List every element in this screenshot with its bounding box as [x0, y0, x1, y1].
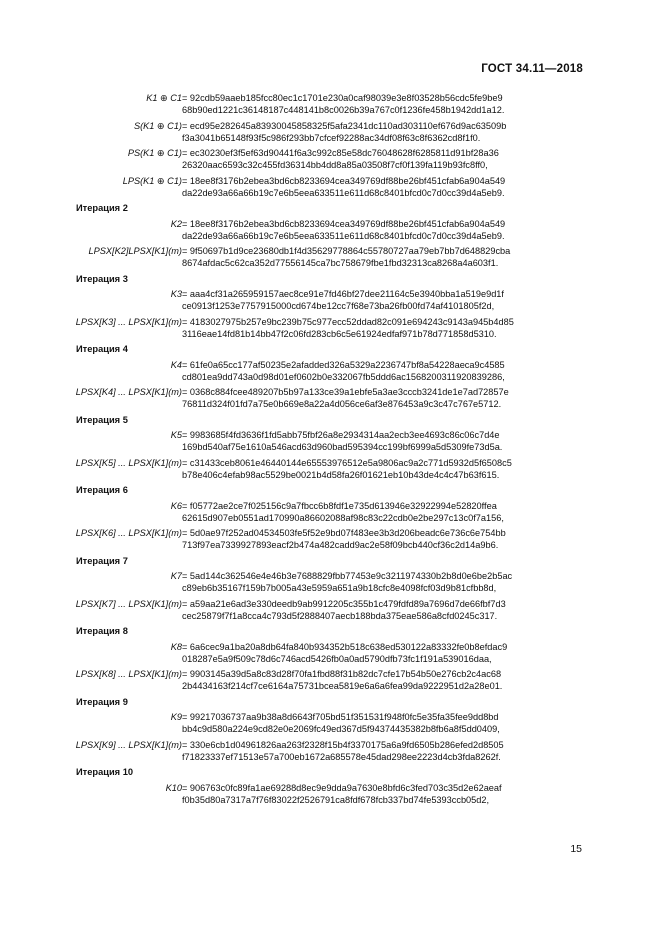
iteration-heading: Итерация 2	[76, 203, 128, 213]
equation-lhs: LPSX[K4] ... LPSX[K1](m)	[75, 387, 182, 397]
equation-lhs: LPS(K1 ⊕ C1)	[122, 175, 182, 186]
equation-lhs: LPSX[K2]LPSX[K1](m)	[88, 246, 182, 256]
hex-line: b78e406c4efab98ac5529be0021b4d58fa26f01621eb10b43de4c4c47b63f615.	[182, 469, 500, 480]
hex-line: = ecd95e282645a83930045858325f5afa2341dc110ad303110ef676d9ac63509b	[182, 120, 507, 131]
iteration-heading: Итерация 8	[76, 626, 128, 636]
equation-lhs: LPSX[K9] ... LPSX[K1](m)	[75, 739, 182, 750]
equation-rhs	[182, 386, 602, 410]
equation-rhs	[182, 739, 602, 763]
equation-rhs	[182, 218, 602, 242]
hex-line: 68b90ed1221c36148187c448141b8c0026b39a767c0f1236fe458b1942dd1a12.	[182, 105, 505, 115]
hex-line: bb4c9d580a224e9cd82e0e2069fc49ed367d5f94374435382b8fb6a8f5dd0409,	[182, 724, 500, 734]
equation-lhs: K1 ⊕ C1	[146, 93, 182, 103]
hex-line: 76811d324f01fd7a75e0b669e8a22a4d056ce6af3e876453a9c3c47c767e5712.	[182, 399, 502, 409]
hex-line: = 99217036737aa9b38a8d6643f705bd51f351531f948f0fc5e35fa35fee9dd8bd	[182, 712, 499, 722]
equation-rhs	[182, 500, 602, 524]
hex-line: = f05772ae2ce7f025156c9a7fbcc6b8fdf1e735d613946e32922994e52820ffea	[182, 500, 497, 511]
iteration-heading: Итерация 7	[76, 555, 128, 566]
equation-lhs: K4	[170, 359, 182, 370]
page-header: ГОСТ 34.11—2018	[481, 63, 583, 75]
equation-rhs	[182, 245, 602, 269]
iteration-heading: Итерация 4	[76, 344, 128, 354]
document-body	[0, 92, 661, 809]
hex-line: 169bd540af75e1610a546acd63d960bad595394cc199bf6999a5d5309fe73d5a.	[182, 442, 503, 452]
equation-rhs	[182, 457, 602, 481]
equation-row	[0, 245, 661, 269]
hex-line: = a59aa21e6ad3e330deedb9ab9912205c355b1c479fdfd89a7696d7de66fbf7d3	[182, 598, 506, 609]
hex-line: f0b35d80a7317a7f76f83022f2526791ca8fdf678fcb337bd74fe5393ccb05d2,	[182, 794, 490, 805]
hex-line: = 9f50697b1d9ce23680db1f4d35629778864c55780727aa79eb7bb7d648829cba	[182, 246, 511, 256]
equation-rhs	[182, 316, 602, 340]
equation-row	[0, 316, 661, 340]
hex-line: 2b4434163f214cf7ce6164a75731bcea5819e6a6a6fea99da9222951d2a28e01.	[182, 681, 503, 691]
hex-line: 3116eae14fd81b14bb47f2c06fd283cb6c5e61924edfaf971b78d771858d5310.	[182, 328, 497, 339]
equation-row	[0, 711, 661, 735]
equation-rhs	[182, 527, 602, 551]
hex-line: 26320aac6593c32c455fd36314bb4dd8a85a03508f7cf0f139fa119b93fc8ff0,	[182, 160, 488, 170]
hex-line: = 18ee8f3176b2ebea3bd6cb8233694cea349769df88be26bf451cfab6a904a549	[182, 218, 506, 229]
equation-lhs: LPSX[K5] ... LPSX[K1](m)	[75, 457, 182, 468]
equation-lhs: K9	[170, 712, 182, 722]
equation-row	[0, 120, 661, 144]
equation-row	[0, 527, 661, 551]
equation-rhs	[182, 120, 602, 144]
hex-line: = 9903145a39d5a8c83d28f70fa1fbd88f31b82dc7cfe17b54b50e276cb2c4ac68	[182, 669, 502, 679]
iteration-heading: Итерация 3	[76, 273, 128, 284]
hex-line: = 18ee8f3176b2ebea3bd6cb8233694cea349769df88be26bf451cfab6a904a549	[182, 175, 506, 186]
equation-row	[0, 782, 661, 806]
equation-lhs: LPSX[K7] ... LPSX[K1](m)	[75, 598, 182, 609]
page-number: 15	[570, 843, 582, 855]
hex-line: = 0368c884fcee489207b5b97a133ce39a1ebfe5a3ae3cccb3241de1e7ad72857e	[182, 387, 509, 397]
equation-lhs: K8	[170, 641, 182, 652]
equation-lhs: K6	[170, 500, 182, 511]
equation-lhs: PS(K1 ⊕ C1)	[127, 148, 182, 158]
hex-line: cd801ea9dd743a0d98d01ef0602b0e332067fb5ddd6ac1568200311920839286,	[182, 371, 505, 382]
equation-row	[0, 92, 661, 116]
equation-row	[0, 500, 661, 524]
equation-lhs: S(K1 ⊕ C1)	[133, 120, 182, 131]
hex-line: = 906763c0fc89fa1ae69288d8ec9e9dda9a7630e8bfd6c3fed703c35d2e62aeaf	[182, 782, 502, 793]
equation-lhs: K7	[170, 571, 182, 581]
equation-row	[0, 668, 661, 692]
hex-line: = 5ad144c362546e4e46b3e7688829fbb77453e9c3211974330b2b8d0e6be2b5ac	[182, 571, 513, 581]
equation-row	[0, 570, 661, 594]
hex-line: = 9983685f4fd3636f1fd5abb75fbf26a8e2934314aa2ecb3ee4693c86c06c7d4e	[182, 430, 500, 440]
hex-line: c89eb6b35167f159b7b005a43e5959a651a9b18cfc8e4098fcf03d9b81cfbb8d,	[182, 583, 497, 593]
equation-rhs	[182, 147, 602, 171]
equation-row	[0, 429, 661, 453]
equation-row	[0, 359, 661, 383]
hex-line: = 4183027975b257e9bc239b75c977ecc52ddad82c091e694243c9143a945b4d85	[182, 316, 514, 327]
equation-rhs	[182, 570, 602, 594]
equation-rhs	[182, 711, 602, 735]
equation-row	[0, 598, 661, 622]
equation-rhs	[182, 429, 602, 453]
equation-row	[0, 175, 661, 199]
hex-line: f71823337ef71513e57a700eb1672a685578e45dad298ee2223d4cb3fda8262f.	[182, 751, 501, 762]
iteration-heading: Итерация 5	[76, 414, 128, 425]
equation-rhs	[182, 175, 602, 199]
hex-line: = 61fe0a65cc177af50235e2afadded326a5329a2236747bf8a54228aeca9c4585	[182, 359, 505, 370]
equation-row	[0, 288, 661, 312]
equation-lhs: K10	[165, 782, 182, 793]
hex-line: = 92cdb59aaeb185fcc80ec1c1701e230a0caf98039e3e8f03528b56cdc5fe9be9	[182, 93, 503, 103]
hex-line: = 5d0ae97f252ad04534503fe5f52e9bd07f483ee3b3d206beadc6e736c6e754bb	[182, 528, 506, 538]
iteration-heading: Итерация 6	[76, 485, 128, 495]
equation-lhs: LPSX[K8] ... LPSX[K1](m)	[75, 669, 182, 679]
equation-row	[0, 641, 661, 665]
hex-line: = 330e6cb1d04961826aa263f2328f15b4f3370175a6a9fd6505b286efed2d8505	[182, 739, 504, 750]
hex-line: = 6a6cec9a1ba20a8db64fa840b934352b518c638ed530122a83332fe0b8efdac9	[182, 641, 508, 652]
equation-rhs	[182, 359, 602, 383]
equation-lhs: K2	[170, 218, 182, 229]
equation-row	[0, 147, 661, 171]
hex-line: cec25879f7f1a8cca4c793d5f2888407aecb188bda375eae586a8cfd0245c317.	[182, 610, 498, 621]
equation-lhs: LPSX[K3] ... LPSX[K1](m)	[75, 316, 182, 327]
hex-line: da22de93a66a66b19c7e6b5eea633511e611d68c8401bfcd0c7d0cc39d4a5eb9.	[182, 230, 505, 241]
hex-line: = aaa4cf31a265959157aec8ce91e7fd46bf27dee21164c5e3940bba1a519e9d1f	[182, 289, 504, 299]
hex-line: da22de93a66a66b19c7e6b5eea633511e611d68c8401bfcd0c7d0cc39d4a5eb9.	[182, 187, 505, 198]
iteration-heading: Итерация 10	[76, 767, 134, 777]
equation-rhs	[182, 641, 602, 665]
equation-rhs	[182, 288, 602, 312]
hex-line: f3a3041b65148f93f5c986f293bb7cfcef92288ac34df08f63c8f6362cd8f1f0.	[182, 132, 481, 143]
hex-line: 8674afdac5c62ca352d77556145ca7bc758679fbe1fbd32313ca8268a4a603f1.	[182, 258, 499, 268]
hex-line: 62615d907eb0551ad170990a86602088af98c83c22cdb0e2be297c13c0f7a156,	[182, 512, 504, 523]
equation-row	[0, 218, 661, 242]
equation-row	[0, 386, 661, 410]
equation-rhs	[182, 598, 602, 622]
equation-rhs	[182, 782, 602, 806]
equation-lhs: K5	[170, 430, 182, 440]
equation-rhs	[182, 92, 602, 116]
hex-line: 713f97ea7339927893eacf2b474a482cadd9ac2e58f09bcb440cf36c2d14a9b6.	[182, 540, 499, 550]
equation-row	[0, 457, 661, 481]
hex-line: 018287e5a9f509c78d6c746acd5426fb0a0ad5790dfb73fc1f191a539016daa,	[182, 653, 492, 664]
equation-rhs	[182, 668, 602, 692]
equation-lhs: K3	[170, 289, 182, 299]
equation-row	[0, 739, 661, 763]
iteration-heading: Итерация 9	[76, 696, 128, 707]
hex-line: ce0913f1253e7757915000cd674be12cc7f68e73ba26fb00fd74af4101805f2d,	[182, 301, 495, 311]
hex-line: = ec30230ef3f5ef63d90441f6a3c992c85e58dc76048628f6285811d91bf28a36	[182, 148, 499, 158]
hex-line: = c31433ceb8061e46440144e65553976512e5a9806ac9a2c771d5932d5f6508c5	[182, 457, 512, 468]
equation-lhs: LPSX[K6] ... LPSX[K1](m)	[75, 528, 182, 538]
